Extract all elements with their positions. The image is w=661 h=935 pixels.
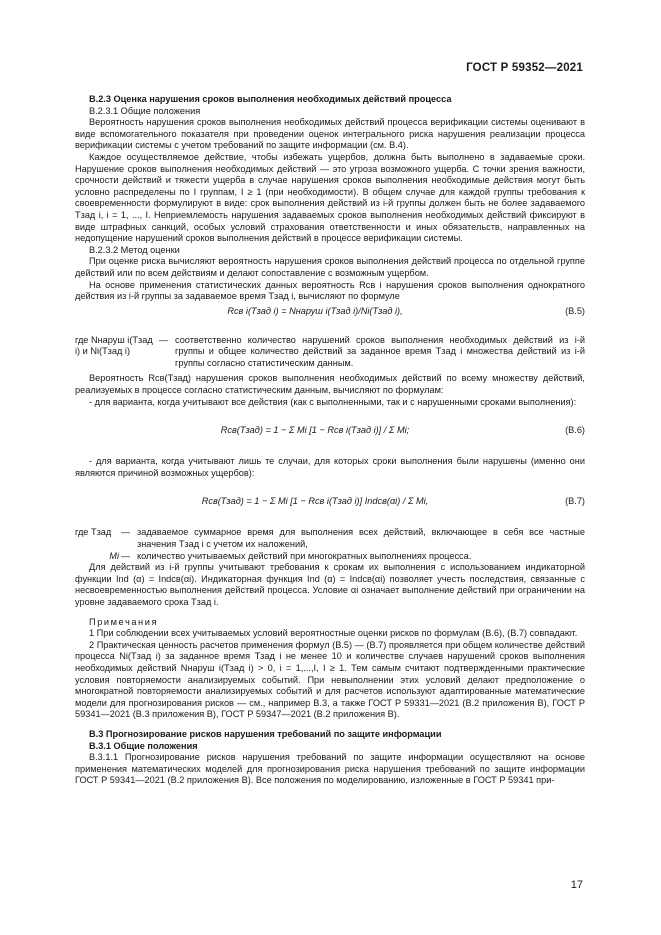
section-b231-title: В.2.3.1 Общие положения: [89, 105, 201, 116]
note-1: 1 При соблюдении всех учитываемых условий вероятностные оценки рисков по формулам (В.6), (В.7) совпадают.: [89, 628, 578, 639]
paragraph: При оценке риска вычисляют вероятность нарушения сроков выполнения действий процесса по отдельной группе действий или по всем действиям и делают сопоставление с возможным ущербом.: [75, 256, 585, 278]
document-body: [75, 94, 585, 787]
definition-dash: —: [121, 550, 131, 561]
paragraph: Вероятность Rсв(Tзад) нарушения сроков выполнения необходимых действий по всему множеству действий, реализуемых в процессе согласно статистическим данным, вычисляют по формулам:: [75, 373, 585, 396]
formula-b5: [75, 306, 585, 332]
paragraph: Каждое осуществляемое действие, чтобы избежать ущербов, должна быть выполнено в задаваемые сроки. Нарушение сроков выполнения необходимых действий — это угроза возможного ущерба. С точки зрения важности, срочности действий и тяжести ущерба в случае нарушения сроков выполнения необходимые действия могут быть условно распределены по I группам, I ≥ 1 (при необходимости). В общем случае для каждой группы требования к своевременности формулируют в виде: срок выполнения действий из i-й группы должен быть не более задаваемого Tзад i, i = 1, ..., I. Неприемлемость нарушения задаваемых сроков выполнения необходимых действий фиксируют в виде штрафных санкций, особых условий страхования ответственности и иных обязательств, направленных на недопущение нарушений сроков выполнения действий в процессе верификации системы.: [75, 151, 585, 244]
formula-b6-number: (В.6): [565, 425, 585, 436]
formula-b6: [75, 411, 585, 453]
paragraph: На основе применения статистических данных вероятность Rсв i нарушения сроков выполнения однократного действия из i-й группы за задаваемое время Tзад i, вычисляют по формуле: [75, 279, 585, 302]
definition-dash: —: [121, 527, 131, 538]
document-code: ГОСТ Р 59352—2021: [466, 62, 583, 74]
section-b23-title: В.2.3 Оценка нарушения сроков выполнения необходимых действий процесса: [89, 94, 452, 104]
paragraph: Для действий из i-й группы учитывают требования к срокам их выполнения с использованием индикаторной функции Ind (α) = Indсв(αi). Индикаторная функция Ind (α) = Indсв(αi) позволяет учесть последствия, связанные с несвоевременностью выполнения действий процесса. Условие αi означает выполнение действий при ограничении на уровне задаваемого срока Tзад i.: [75, 562, 585, 607]
formula-b6-expression: Rсв(Tзад) = 1 − Σ Mi [1 − Rсв i(Tзад i)] / Σ Mi;: [220, 425, 410, 436]
section-b31-title: В.3.1 Общие положения: [89, 740, 198, 751]
definition-m: [75, 551, 585, 563]
paragraph: Вероятность нарушения сроков выполнения необходимых действий процесса верификации системы оценивают в виде вспомогательного показателя при проведении оценок интегрального риска нарушения реализации процесса верификации системы с учетом требований по защите информации (см. В.4).: [75, 117, 585, 151]
definition-t: [75, 527, 585, 550]
formula-b7-expression: Rсв(Tзад) = 1 − Σ Mi [1 − Rсв i(Tзад i)] Indсв(αi) / Σ Mi,: [201, 496, 429, 507]
definition-text: задаваемое суммарное время для выполнения всех действий, включающее в себя все частные значения Tзад i с учетом их наложений,: [137, 527, 585, 550]
section-b232-title: В.2.3.2 Метод оценки: [89, 244, 180, 255]
definition-symbol: где Tзад: [75, 527, 112, 538]
definition-b5: [75, 335, 585, 370]
formula-b5-number: (В.5): [565, 305, 585, 316]
notes-title: Примечания: [89, 616, 159, 627]
definition-text: соответственно количество нарушений сроков выполнения необходимых действий из i-й группы и общее количество действий за заданное время Tзад i множества действий из i-й группы согласно статистическим данным.: [175, 334, 585, 368]
page-number: 17: [570, 879, 583, 891]
definition-dash: —: [159, 334, 169, 345]
paragraph: В.3.1.1 Прогнозирование рисков нарушения требований по защите информации осуществляют на основе применения математических моделей для прогнозирования риска нарушения требований по защите информации ГОСТ Р 59341—2021 (В.2 приложения В). Все положения по моделированию, изложенные в ГОСТ Р 59341 при-: [75, 752, 585, 786]
definition-symbol: Mi: [109, 550, 119, 561]
paragraph: - для варианта, когда учитывают лишь те случаи, для которых сроки выполнения были нарушены (именно они являются причиной возможных ущербов):: [75, 456, 585, 478]
section-b3-title: В.3 Прогнозирование рисков нарушения требований по защите информации: [89, 728, 442, 739]
formula-b7-number: (В.7): [565, 496, 585, 507]
note-2: 2 Практическая ценность расчетов применения формул (В.5) — (В.7) проявляется при общем количестве действий процесса Ni(Tзад i) за заданное время Tзад i не менее 10 и количестве случаев нарушений сроков выполнения необходимых действий Nнаруш i(Tзад i) > 0, i = 1,...,I, I ≥ 1. Тем самым считают подтвержденными практические условия повторяемости анализируемых событий. При невыполнении этих условий делают предположение о многократной повторяемости анализируемых событий и для расчетов используют адаптированные математические модели для прогнозирования рисков — см., например В.3, а также ГОСТ Р 59331—2021 (В.2 приложения В), ГОСТ Р 59341—2021 (В.3 приложения В), ГОСТ Р 59347—2021 (В.2 приложения В).: [75, 639, 585, 720]
paragraph: - для варианта, когда учитывают все действия (как с выполненными, так и с нарушенными сроками выполнения):: [89, 396, 577, 407]
definition-symbol: где Nнаруш i(Tзад i) и Ni(Tзад i): [75, 334, 153, 357]
definition-text: количество учитываемых действий при многократных выполнениях процесса.: [137, 550, 472, 561]
formula-b5-expression: Rсв i(Tзад i) = Nнаруш i(Tзад i)/Ni(Tзад i),: [227, 305, 403, 316]
formula-b7: [75, 482, 585, 524]
